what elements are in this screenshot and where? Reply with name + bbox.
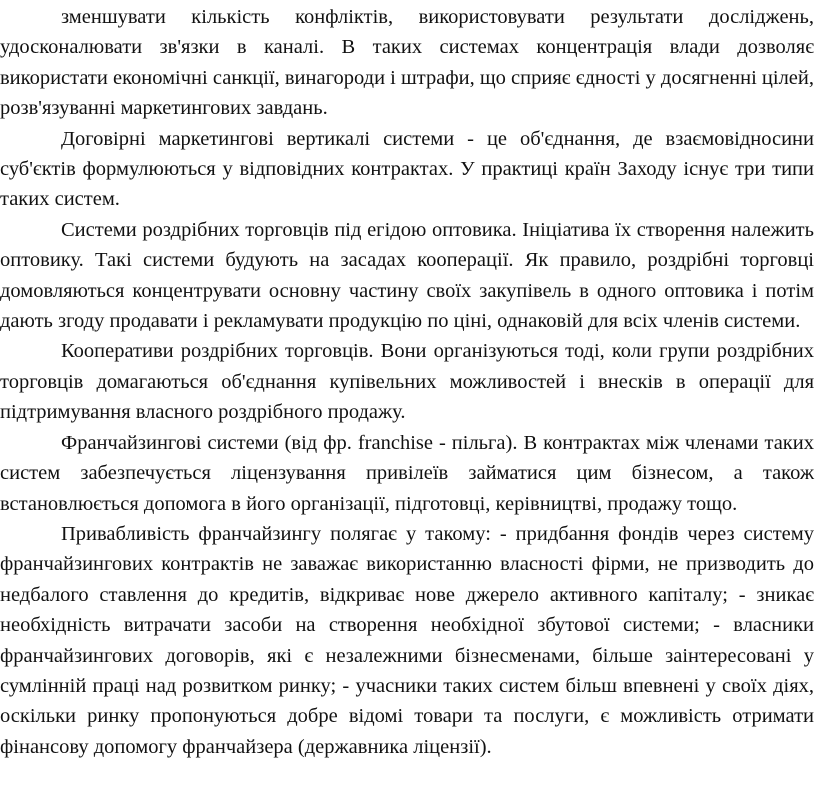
paragraph-retail-cooperatives: Кооперативи роздрібних торговців. Вони організуються тоді, коли групи роздрібних торговців домагаються об'єднання купівельних можливостей і внесків в операції для підтримування власного роздрібного продажу. xyxy=(0,340,814,424)
paragraph-continuation: зменшувати кількість конфліктів, використовувати результати досліджень, удосконалювати зв'язки в каналі. В таких системах концентрація влади дозволяє використати економічні санкції, винагороди і штрафи, що сприяє єдності у досягненні цілей, розв'язуванні маркетингових завдань. xyxy=(0,6,814,120)
paragraph-franchise-attractiveness: Привабливість франчайзингу полягає у такому: - придбання фондів через систему франчайзингових контрактів не заважає використанню власності фірми, не призводить до недбалого ставлення до кредитів, відкриває нове джерело активного капіталу; - зникає необхідність витрачати засоби на створення необхідної збутової системи; - власники франчайзингових договорів, які є незалежними бізнесменами, більше заінтересовані у сумлінній праці над розвитком ринку; - учасники таких систем більш впевнені у своїх діях, оскільки ринку пропонуються добре відомі товари та послуги, є можливість отримати фінансову допомогу франчайзера (державника ліцензії). xyxy=(0,522,814,758)
paragraph-contractual-systems: Договірні маркетингові вертикалі системи - це об'єднання, де взаємовідносини суб'єктів формулюються у відповідних контрактах. У практиці країн Заходу існує три типи таких систем. xyxy=(0,127,814,211)
paragraph-franchise-systems: Франчайзингові системи (від фр. franchise - пільга). В контрактах між членами таких систем забезпечується ліцензування привілеїв займатися цим бізнесом, а також встановлюється допомога в його організації, підготовці, керівництві, продажу тощо. xyxy=(0,431,814,515)
paragraph-wholesaler-retail-systems: Системи роздрібних торговців під егідою оптовика. Ініціатива їх створення належить оптовику. Такі системи будують на засадах кооперації. Як правило, роздрібні торговці домовляються концентрувати основну частину своїх закупівель в одного оптовика і потім дають згоду продавати і рекламувати продукцію по ціні, однаковій для всіх членів системи. xyxy=(0,218,814,333)
